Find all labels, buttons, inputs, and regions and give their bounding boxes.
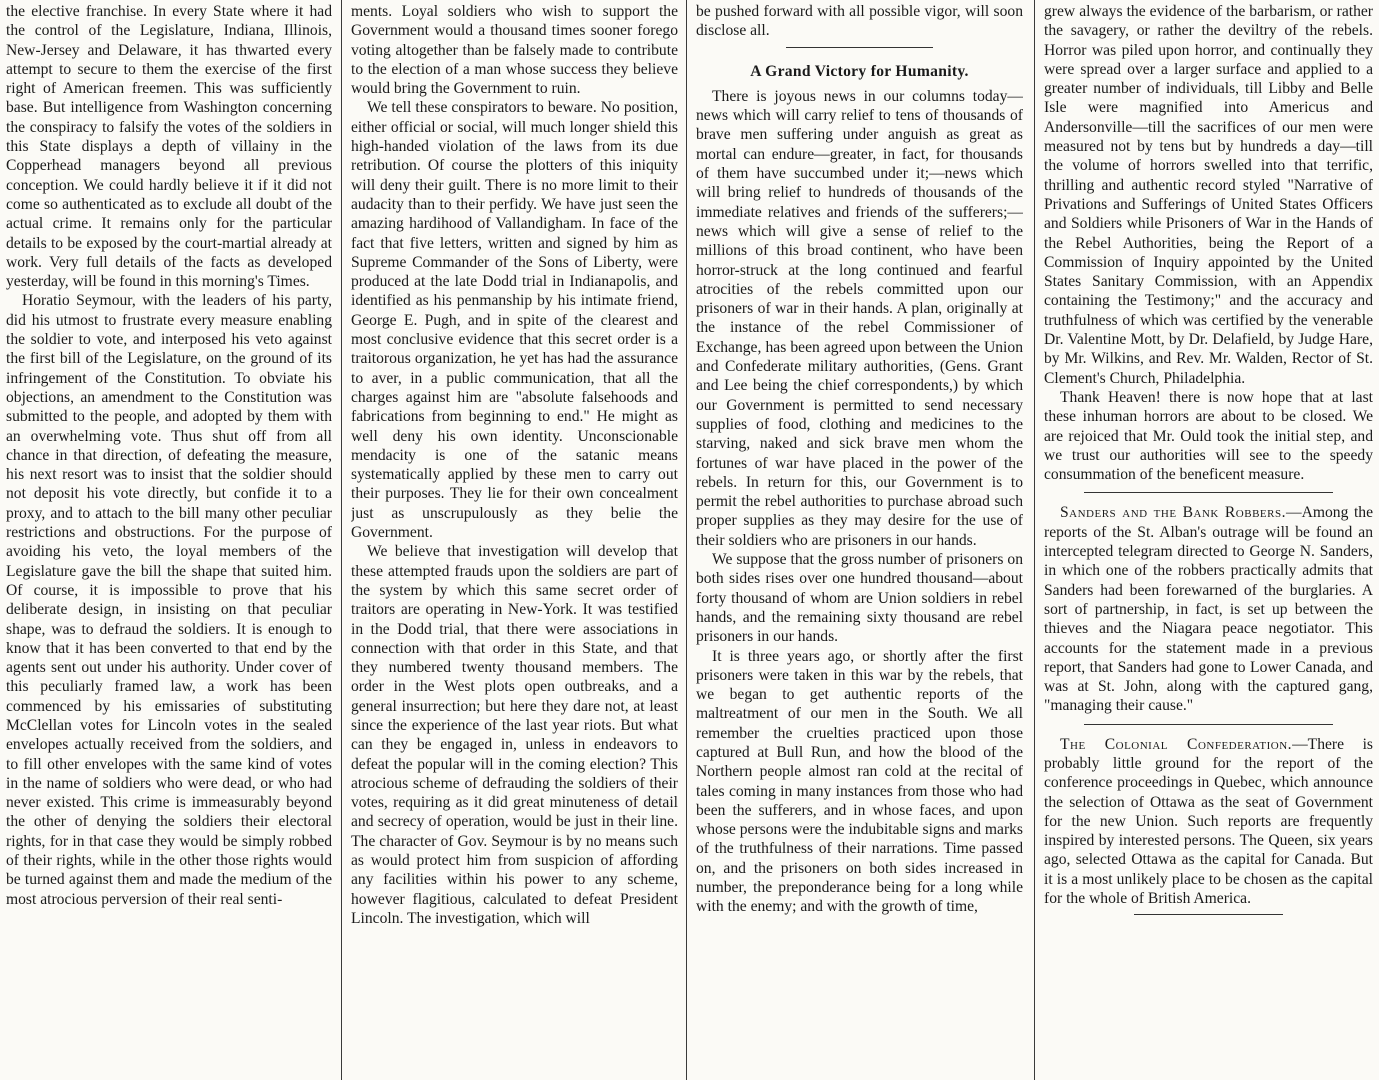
column-1 — [6, 2, 332, 1078]
article-paragraph: We believe that investigation will develop that these attempted frauds upon the soldiers are part of the system by which this same secret order of traitors are operating in New-York. It was testified in the Dodd trial, that there were associations in connection with that order in this State, and that they numbered twenty thousand members. The order in the West plots open outbreaks, and a general insurrection; but here they dare not, at least since the experience of the last year riots. But what can they be engaged in, unless in endeavors to defeat the popular will in the coming election? This atrocious scheme of defrauding the soldiers of their votes, requiring as it did great minuteness of detail and secrecy of operation, would be just in their line. The character of Gov. Seymour is by no means such as would protect him from suspicion of affording any facilities within his power to any scheme, however flagitious, calculated to defeat President Lincoln. The investigation, which will — [351, 543, 678, 927]
news-item-heading: Sanders and the Bank Robbers. — [1060, 504, 1286, 522]
article-paragraph: Horatio Seymour, with the leaders of his party, did his utmost to frustrate every measure enabling the soldier to vote, and interposed his veto against the first bill of the Legislature, on the ground of its infringement of the Constitution. To obviate his objections, an amendment to the Constitution was submitted to the people, and adopted by them with an overwhelming vote. Thus shut off from all chance in that direction, of defeating the measure, his next resort was to insist that the soldier should not deposit his vote directly, but confide it to a proxy, and to attach to the bill many other peculiar restrictions and obstructions. For the purpose of avoiding his veto, the loyal members of the Legislature gave the bill the shape that suited him. Of course, it is impossible to prove that his deliberate design, in insisting on that peculiar shape, was to defraud the soldiers. It is enough to know that it has been converted to that end by the agents sent out under his authority. Under cover of this peculiarly framed law, a work has been commenced by his emissaries of substituting McClellan votes for Lincoln votes in the sealed envelopes actually received from the soldiers, and to fill other envelopes with the same kind of votes in the name of soldiers who were dead, or who had never existed. This crime is immeasurably beyond the other of denying the soldiers their electoral rights, for in that case they would be simply robbed of their rights, while in the other those rights would be turned against them and made the medium of the most atrocious perversion of their real senti- — [6, 292, 332, 908]
article-paragraph: ments. Loyal soldiers who wish to support the Government would a thousand times sooner forego voting altogether than be falsely made to contribute to the election of a man whose success they believe would bring the Government to ruin. — [351, 3, 678, 98]
article-paragraph: It is three years ago, or shortly after the first prisoners were taken in this war by the rebels, that we began to get authentic reports of the maltreatment of our men in the South. We all remember the cruelties practiced upon those captured at Bull Run, and how the blood of the Northern people almost ran cold at the recital of tales coming in many instances from those who had been the sufferers, and in whose faces, and upon whose persons were the indubitable signs and marks of the truthfulness of their narrations. Time passed on, and the prisoners on both sides increased in number, the preponderance being for a long while with the enemy; and with the growth of time, — [696, 647, 1023, 916]
column-3 — [696, 2, 1023, 1078]
news-item — [1044, 735, 1373, 909]
column-rule — [1034, 0, 1035, 1080]
separator-rule — [786, 47, 933, 48]
news-item-text: —Among the reports of the St. Alban's outrage will be found an intercepted telegram directed to George N. Sanders, in which one of the robbers practically admits that Sanders had been forewarned of the burglaries. A sort of partnership, in fact, is set up between the thieves and the Niagara peace negotiator. This accounts for the statement made in a previous report, that Sanders had gone to Lower Canada, and was at St. John, along with the captured gang, "managing their cause." — [1044, 504, 1373, 715]
column-rule — [341, 0, 342, 1080]
separator-rule — [1084, 724, 1333, 725]
article-paragraph: We suppose that the gross number of prisoners on both sides rises over one hundred thousand—about forty thousand of whom are Union soldiers in rebel hands, and the remaining sixty thousand are rebel prisoners in our hands. — [696, 551, 1023, 646]
article-paragraph: Thank Heaven! there is now hope that at last these inhuman horrors are about to be closed. We are rejoiced that Mr. Ould took the initial step, and we trust our authorities will see to the speedy consummation of the beneficent measure. — [1044, 388, 1373, 484]
news-item — [1044, 503, 1373, 715]
end-ornament-rule — [1134, 914, 1283, 915]
column-4 — [1044, 2, 1373, 1078]
news-item-heading: The Colonial Confederation. — [1060, 735, 1293, 753]
column-rule — [686, 0, 687, 1080]
article-paragraph: be pushed forward with all possible vigor, will soon disclose all. — [696, 3, 1023, 40]
article-paragraph: We tell these conspirators to beware. No position, either official or social, will much longer shield this high-handed violation of the laws from its due retribution. Of course the plotters of this iniquity will deny their guilt. There is no more limit to their audacity than to their perfidy. We have just seen the amazing hardihood of Vallandigham. In face of the fact that five letters, written and signed by him as Supreme Commander of the Sons of Liberty, were produced at the late Dodd trial in Indianapolis, and identified as his penmanship by his intimate friend, George E. Pugh, and in spite of the clearest and most conclusive evidence that this secret order is a traitorous organization, he yet has had the assurance to aver, in a public communication, that all the charges against him are "absolute falsehoods and fabrications from beginning to end." He might as well deny his own identity. Unconscionable mendacity is one of the satanic means systematically applied by these men to carry out their purposes. They lie for their own concealment just as unscrupulously as they belie the Government. — [351, 99, 678, 542]
separator-rule — [1084, 492, 1333, 493]
article-paragraph: grew always the evidence of the barbarism, or rather the savagery, or rather the deviltry of the rebels. Horror was piled upon horror, and continually they were spread over a larger surface and applied to a greater number of individuals, till Libby and Belle Isle were magnified into Americus and Andersonville—till the sacrifices of our men were measured not by tens but by hundreds a day—till the volume of horrors swelled into that terrific, thrilling and authentic record styled "Narrative of Privations and Sufferings of United States Officers and Soldiers while Prisoners of War in the Hands of the Rebel Authorities, being the Report of a Commission of Inquiry appointed by the United States Sanitary Commission, with an Appendix containing the Testimony;" and the accuracy and truthfulness of which was certified by the venerable Dr. Valentine Mott, by Dr. Delafield, by Judge Hare, by Mr. Wilkins, and Rev. Mr. Walden, Rector of St. Clement's Church, Philadelphia. — [1044, 3, 1373, 387]
column-2 — [351, 2, 678, 1078]
article-paragraph: the elective franchise. In every State where it had the control of the Legislature, Indiana, Illinois, New-Jersey and Delaware, it has thwarted every attempt to secure to them the exercise of the first right of American freemen. This was sufficiently base. But intelligence from Washington concerning the conspiracy to falsify the votes of the soldiers in this State displays a depth of villainy in the Copperhead managers beyond all previous conception. We could hardly believe it if it did not come so authenticated as to exclude all doubt of the actual crime. It remains only for the particular details to be exposed by the court-martial already at work. Very full details of the facts as developed yesterday, will be found in this morning's Times. — [6, 3, 332, 291]
article-headline: A Grand Victory for Humanity. — [750, 62, 969, 80]
article-paragraph: There is joyous news in our columns today—news which will carry relief to tens of thousands of brave men suffering under anguish as great as mortal can endure—greater, in fact, for thousands of them have succumbed under it;—news which will bring relief to hundreds of thousands of the immediate relatives and friends of the sufferers;—news which will give a sense of relief to the millions of this broad continent, who have been horror-struck at the long continued and fearful atrocities of the rebels committed upon our prisoners of war in their hands. A plan, originally at the instance of the rebel Commissioner of Exchange, has been agreed upon between the Union and Confederate military authorities, (Gens. Grant and Lee being the chief correspondents,) by which our Government is permitted to send necessary supplies of food, clothing and medicines to the starving, naked and sick brave men whom the fortunes of war have placed in the power of the rebels. In return for this, our Government is to permit the rebel authorities to purchase abroad such proper supplies as they may desire for the use of their soldiers who are prisoners in our hands. — [696, 87, 1023, 549]
news-item-text: —There is probably little ground for the report of the conference proceedings in Quebec, which announce the selection of Ottawa as the seat of Government for the new Union. Such reports are frequently inspired by interested persons. The Queen, six years ago, selected Ottawa as the capital for Canada. But it is a most unlikely place to be chosen as the capital for the whole of British America. — [1044, 735, 1373, 908]
